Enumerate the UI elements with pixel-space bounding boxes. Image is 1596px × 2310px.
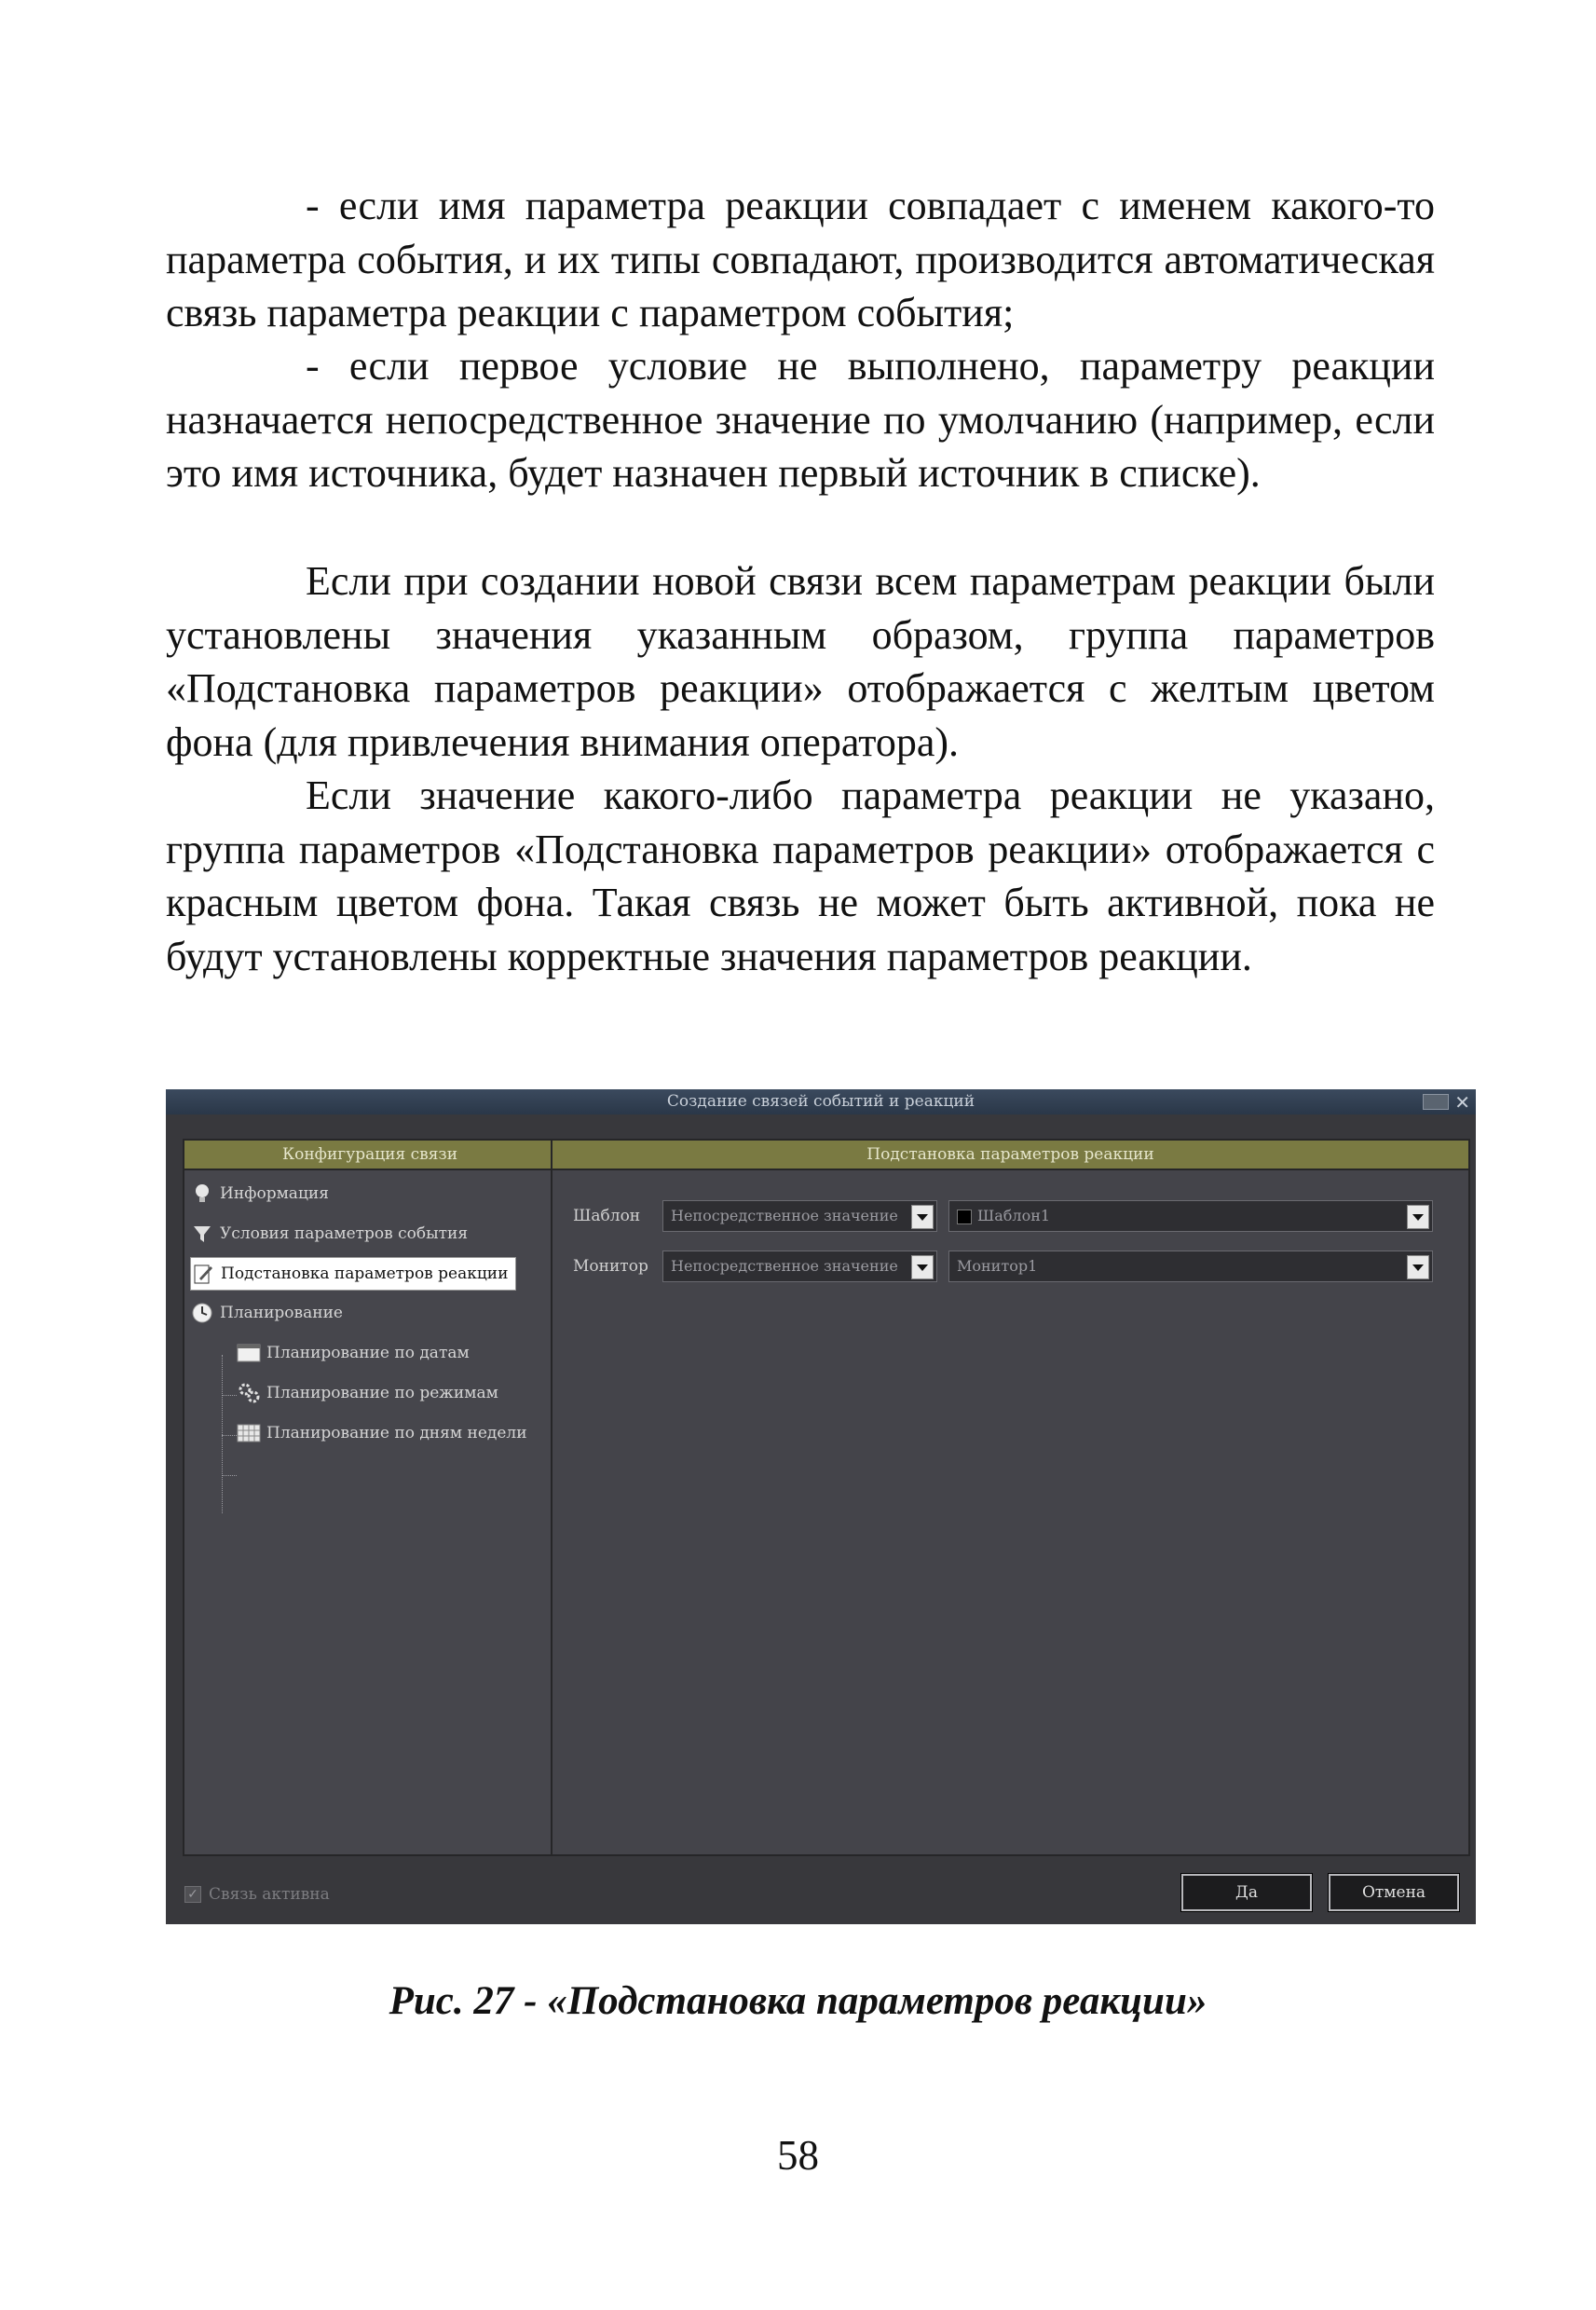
link-active-checkbox[interactable]: [184, 1885, 330, 1904]
tree-item-label: Информация: [220, 1184, 329, 1203]
cancel-button[interactable]: Отмена: [1329, 1874, 1459, 1911]
color-swatch-icon: [957, 1210, 972, 1224]
edit-document-icon: [191, 1262, 215, 1286]
tree-connector: [222, 1475, 237, 1476]
tree-item-label: Планирование по режимам: [266, 1384, 498, 1402]
chevron-down-icon[interactable]: [1407, 1255, 1429, 1279]
tree-item-label: Планирование по дням недели: [266, 1424, 527, 1442]
week-grid-icon: [237, 1421, 261, 1445]
window-controls: [1423, 1092, 1470, 1112]
monitor-mode-combo[interactable]: [662, 1251, 937, 1282]
tree-item-label: Планирование: [220, 1304, 343, 1322]
tree-item-information[interactable]: [190, 1178, 329, 1210]
tree-item-scheduling[interactable]: [190, 1297, 343, 1329]
chevron-down-icon[interactable]: [1407, 1205, 1429, 1229]
tree-item-schedule-dates[interactable]: [237, 1337, 470, 1369]
template-mode-combo[interactable]: [662, 1200, 937, 1232]
tree-connector: [222, 1395, 237, 1396]
lightbulb-icon: [190, 1182, 214, 1206]
gears-icon: [237, 1381, 261, 1405]
tree-item-reaction-params[interactable]: [190, 1257, 516, 1291]
filter-icon: [190, 1222, 214, 1246]
dialog-title: Создание связей событий и реакций: [666, 1092, 975, 1111]
paragraph-1: - если имя параметра реакции совпадает с именем какого-то параметра события, и их типы совпадают, производится автоматическая связь параметра реакции с параметром события;: [166, 183, 1435, 335]
config-tree-header: Конфигурация связи: [184, 1141, 555, 1170]
link-config-dialog: [166, 1089, 1476, 1924]
config-tree-panel: [183, 1139, 557, 1856]
chevron-down-icon[interactable]: [911, 1255, 934, 1279]
tree-item-label: Условия параметров события: [220, 1224, 469, 1243]
tree-item-label: Планирование по датам: [266, 1344, 470, 1362]
combo-value: Шаблон1: [977, 1207, 1051, 1224]
combo-value: Непосредственное значение: [671, 1207, 898, 1224]
tree-connector: [222, 1435, 237, 1436]
tree-item-schedule-weekdays[interactable]: [237, 1417, 527, 1449]
dialog-titlebar: [166, 1089, 1476, 1114]
close-icon[interactable]: ✕: [1454, 1090, 1470, 1114]
param-label-template: Шаблон: [573, 1207, 641, 1225]
paragraph-4: Если значение какого-либо параметра реакции не указано, группа параметров «Подстановка параметров реакции» отображается с красным цветом фона. Такая связь не может быть активной, пока не будут установлены корректные значения параметров реакции.: [166, 772, 1435, 979]
monitor-value-combo[interactable]: [948, 1251, 1433, 1282]
link-active-label: Связь активна: [209, 1885, 330, 1904]
chevron-down-icon[interactable]: [911, 1205, 934, 1229]
reaction-params-header: Подстановка параметров реакции: [552, 1141, 1468, 1170]
paragraph-3: Если при создании новой связи всем параметрам реакции были установлены значения указанным образом, группа параметров «Подстановка параметров реакции» отображается с желтым цветом фона (для привлечения внимания оператора).: [166, 558, 1435, 765]
clock-icon: [190, 1301, 214, 1325]
page-number: 58: [777, 2132, 819, 2179]
combo-value: Монитор1: [957, 1257, 1038, 1275]
combo-value: Непосредственное значение: [671, 1257, 898, 1275]
tree-item-label: Подстановка параметров реакции: [221, 1264, 509, 1283]
keyboard-layout-icon[interactable]: [1423, 1094, 1449, 1110]
reaction-params-panel: [551, 1139, 1470, 1856]
paragraph-2: - если первое условие не выполнено, параметру реакции назначается непосредственное значение по умолчанию (например, если это имя источника, будет назначен первый источник в списке).: [166, 343, 1435, 496]
figure-caption: Рис. 27 - «Подстановка параметров реакции»: [389, 1979, 1207, 2023]
param-label-monitor: Монитор: [573, 1257, 648, 1276]
calendar-date-icon: [237, 1341, 261, 1365]
tree-item-schedule-modes[interactable]: [237, 1377, 498, 1409]
checkbox-checked-icon[interactable]: ✓: [184, 1886, 201, 1903]
template-value-combo[interactable]: [948, 1200, 1433, 1232]
tree-connector: [222, 1355, 223, 1513]
ok-button[interactable]: Да: [1181, 1874, 1312, 1911]
tree-item-event-conditions[interactable]: [190, 1218, 468, 1250]
